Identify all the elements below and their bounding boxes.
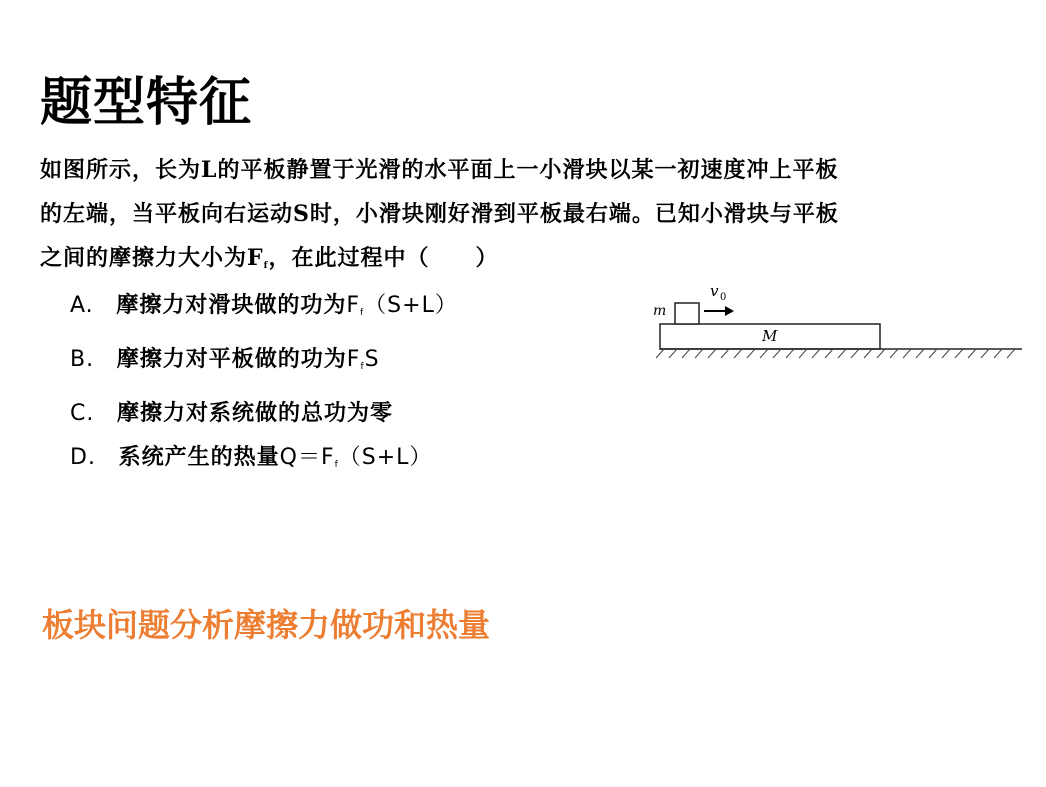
question-stem bbox=[40, 148, 1040, 288]
board-label: M bbox=[762, 327, 778, 345]
option-a[interactable]: A. 摩擦力对滑块做的功为$F_f(S+L)$ bbox=[70, 292, 458, 318]
stem-line-3: 之间的摩擦力大小为$F_f$，在此过程中（ ） bbox=[40, 245, 499, 271]
velocity-label: v bbox=[710, 282, 719, 300]
block-rect bbox=[675, 303, 699, 324]
option-d[interactable]: D. 系统产生的热量$Q=F_f(S+L)$ bbox=[70, 444, 433, 470]
stem-line-1: 如图所示，长为L的平板静置于光滑的水平面上一小滑块以某一初速度冲上平板 bbox=[40, 157, 839, 183]
page-title: 题型特征 bbox=[40, 73, 253, 133]
velocity-arrowhead bbox=[725, 306, 734, 316]
option-c[interactable]: C. 摩擦力对系统做的总功为零 bbox=[70, 400, 394, 426]
board-block-diagram bbox=[650, 278, 1030, 368]
section-subtitle: 板块问题分析摩擦力做功和热量 bbox=[42, 606, 491, 644]
stem-line-2: 的左端，当平板向右运动S时，小滑块刚好滑到平板最右端。已知小滑块与平板 bbox=[40, 201, 839, 227]
block-label: m bbox=[653, 303, 667, 319]
velocity-subscript: 0 bbox=[720, 292, 727, 303]
option-b[interactable]: B. 摩擦力对平板做的功为$F_fS$ bbox=[70, 346, 380, 372]
ground-hatching bbox=[656, 349, 1015, 358]
